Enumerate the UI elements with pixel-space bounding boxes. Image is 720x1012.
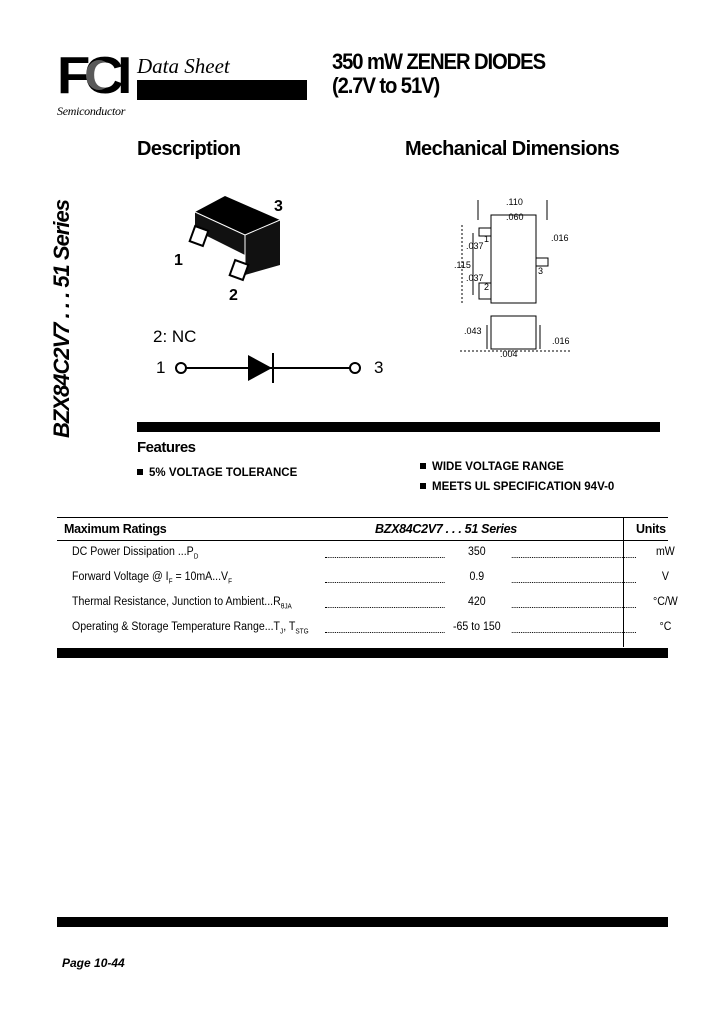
table-header-ratings: Maximum Ratings [64, 522, 167, 536]
rating-value: 0.9 [469, 571, 485, 583]
rating-value: 350 [467, 546, 486, 558]
schematic-note: 2: NC [153, 327, 197, 346]
side-series-label: BZX84C2V7 . . . 51 Series [49, 200, 74, 438]
pin-label-1: 1 [174, 252, 183, 269]
dim-width: .110 [506, 197, 523, 207]
logo-subtext: Semiconductor [57, 104, 126, 118]
dim-height: .115 [454, 260, 471, 270]
zener-diode-symbol-icon [170, 350, 370, 386]
schematic-pin-3: 3 [374, 358, 384, 377]
page-number: Page 10-44 [62, 956, 125, 970]
page-title [332, 50, 545, 98]
mech-pin-1: 1 [484, 234, 490, 244]
feature-item: WIDE VOLTAGE RANGE [420, 461, 564, 473]
rating-label: Thermal Resistance, Junction to $Ambient...R_{\theta JA}$ [72, 596, 292, 611]
title-line-1: 350 mW ZENER DIODES [332, 49, 545, 74]
features-heading: Features [137, 439, 196, 456]
rating-label: Operating & Storage Temperature $Range...T_J$, $T_{STG}$ [72, 621, 309, 636]
table-bottom-bar [57, 648, 668, 658]
dim-body-width: .060 [506, 212, 524, 222]
table-header-series: BZX84C2V7 . . . 51 Series [375, 522, 517, 536]
feature-item: MEETS UL SPECIFICATION 94V-0 [420, 481, 614, 493]
logo-globe-icon [86, 60, 112, 90]
schematic-pin-1: 1 [156, 358, 166, 377]
section-divider [137, 422, 660, 432]
sot23-package-image [170, 190, 310, 310]
dim-standoff: .004 [500, 349, 518, 359]
table-row [72, 621, 672, 641]
dim-lead-width: .016 [551, 233, 569, 243]
dim-thickness: .043 [464, 326, 482, 336]
dim-pitch-upper: .037 [466, 241, 484, 251]
feature-item: 5% VOLTAGE TOLERANCE [137, 467, 297, 479]
footer-bar [57, 917, 668, 927]
rating-value: -65 to 150 [452, 621, 501, 633]
rating-unit: °C [659, 621, 672, 633]
rating-label: Forward Voltage @ $I_F = 10mA...V_F$ [72, 571, 233, 586]
pin-label-2: 2 [229, 287, 238, 304]
fci-logo: FCI [57, 47, 127, 105]
mech-pin-3: 3 [538, 266, 544, 276]
dim-lead-thickness: .016 [552, 336, 570, 346]
mechanical-heading: Mechanical Dimensions [405, 138, 620, 160]
table-header-units: Units [636, 522, 666, 536]
rating-unit: V [661, 571, 669, 583]
dim-pitch-lower: .037 [466, 273, 484, 283]
pin-label-3: 3 [274, 198, 283, 215]
table-row [72, 596, 678, 616]
rating-label: DC Power Dissipation $...P_D$ [72, 546, 199, 561]
table-row [72, 571, 669, 591]
table-header-rule [57, 540, 668, 541]
table-top-rule [57, 517, 668, 518]
mech-pin-2: 2 [484, 282, 490, 292]
description-heading: Description [137, 138, 241, 160]
title-line-2: (2.7V to 51V) [332, 73, 440, 98]
table-row [72, 546, 675, 566]
rating-value: 420 [467, 596, 486, 608]
rating-unit: °C/W [652, 596, 678, 608]
doc-type: Data Sheet [137, 54, 230, 78]
rating-unit: mW [655, 546, 675, 558]
header-bar [137, 80, 307, 100]
